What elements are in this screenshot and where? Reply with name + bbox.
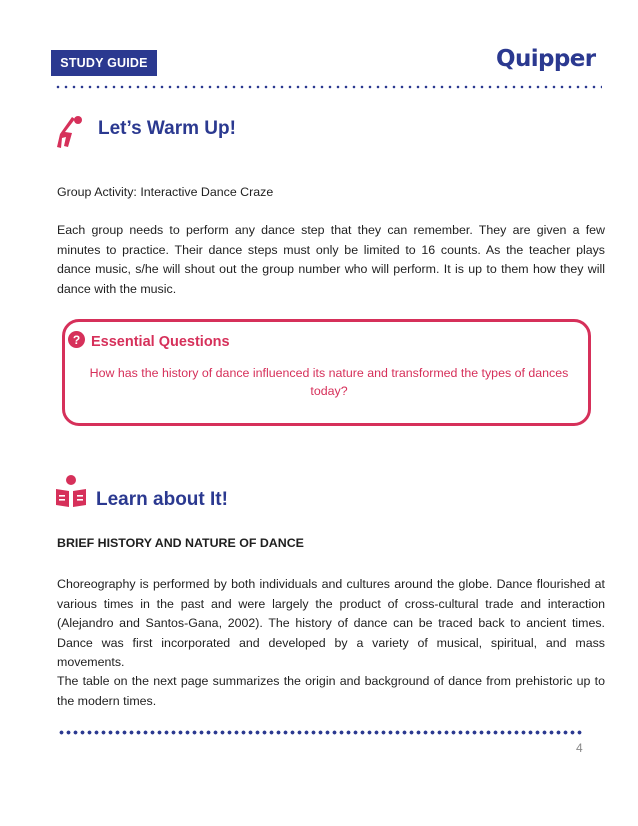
essential-question-text: How has the history of dance influenced its nature and transformed the types of dances today? bbox=[89, 366, 569, 398]
study-guide-label: STUDY GUIDE bbox=[60, 56, 148, 70]
warm-up-title: Let’s Warm Up! bbox=[98, 118, 236, 139]
dotted-divider-top bbox=[54, 85, 602, 89]
activity-line: Group Activity: Interactive Dance Craze bbox=[57, 185, 274, 199]
question-mark-icon: ? bbox=[68, 331, 85, 348]
history-subheading: BRIEF HISTORY AND NATURE OF DANCE bbox=[57, 536, 304, 550]
dotted-divider-bottom bbox=[58, 730, 582, 735]
table-intro-paragraph: The table on the next page summarizes the origin and background of dance from prehistoric up to the modern times. bbox=[57, 674, 605, 708]
history-paragraph: Choreography is performed by both individuals and cultures around the globe. Dance flourished at various times in the past and were largely the product of cross-cultural trade and interaction (Alejandro and Santos-Gana, 2002). The history of dance can be traced back to ancient times. Dance was first incorporated and developed by a variety of musical, spiritual, and mass movements. bbox=[57, 577, 605, 669]
warm-up-paragraph: Each group needs to perform any dance step that they can remember. They are given a few minutes to practice. Their dance steps must only be limited to 16 counts. As the teacher plays dance music, s/he will shout out the group number who will perform. It is up to them how they will dance with the music. bbox=[57, 223, 605, 296]
quipper-logo: Quipper bbox=[496, 46, 596, 72]
reading-person-icon bbox=[54, 474, 88, 508]
study-guide-badge bbox=[51, 50, 157, 76]
essential-questions-title: Essential Questions bbox=[91, 334, 230, 350]
page-number: 4 bbox=[576, 741, 583, 755]
learn-title: Learn about It! bbox=[96, 489, 228, 510]
stretching-person-icon bbox=[56, 114, 84, 150]
